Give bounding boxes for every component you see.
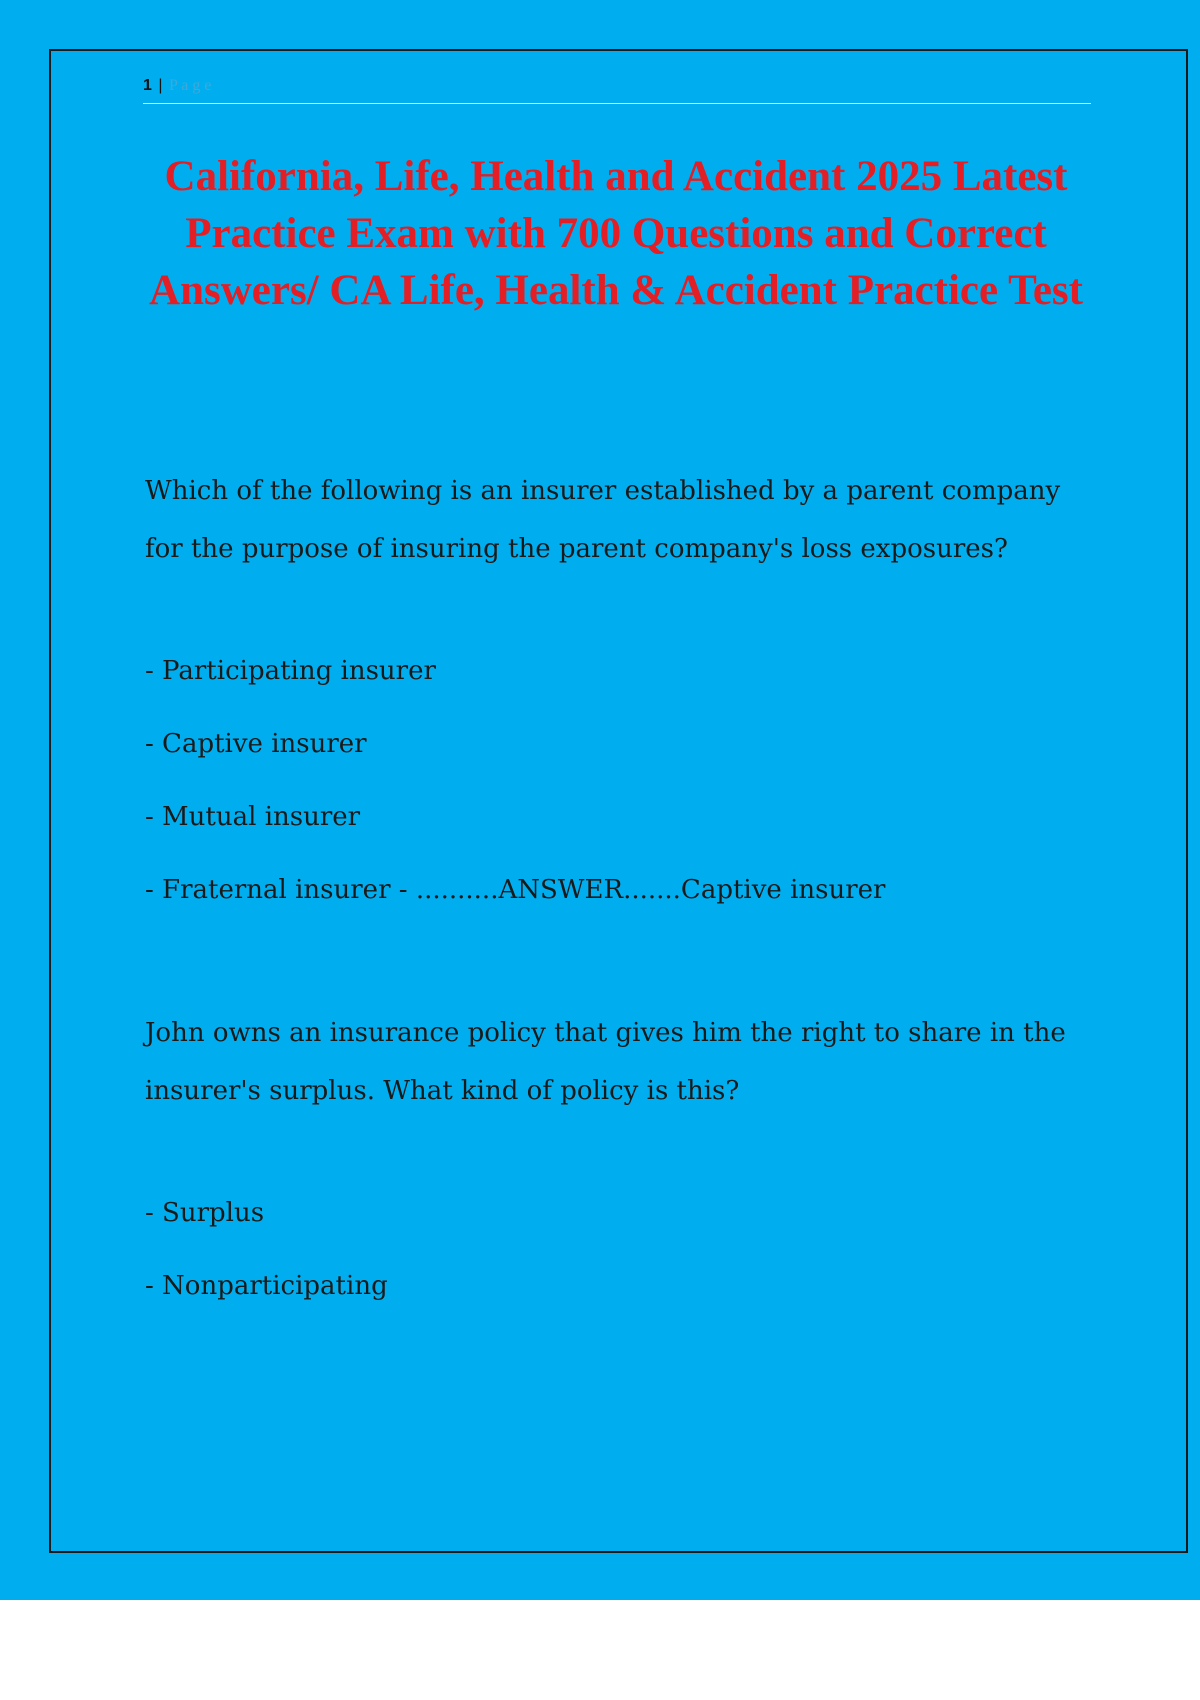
document-body [145, 462, 1085, 1344]
answer-option: - Participating insurer [145, 656, 436, 686]
header-separator: | [158, 77, 163, 94]
document-title: California, Life, Health and Accident 2025 Latest Practice Exam with 700 Questions and Correct Answers/ CA Life, Health & Accident Practice Test [149, 153, 1083, 314]
question-text: Which of the following is an insurer established by a parent company for the purpose of insuring the parent company's loss exposures? [145, 476, 1061, 564]
answer-option: - Surplus [145, 1198, 265, 1228]
page-header [143, 74, 1091, 104]
answer-option: - Fraternal insurer - ..........ANSWER.......Captive insurer [145, 875, 886, 905]
answer-option: - Mutual insurer [145, 802, 361, 832]
answer-option: - Captive insurer [145, 729, 367, 759]
page-number: 1 [143, 77, 152, 94]
question-text: John owns an insurance policy that gives him the right to share in the insurer's surplus. What kind of policy is this? [145, 1018, 1066, 1106]
answer-option: - Nonparticipating [145, 1271, 388, 1301]
page-word: P a g e [168, 77, 212, 94]
